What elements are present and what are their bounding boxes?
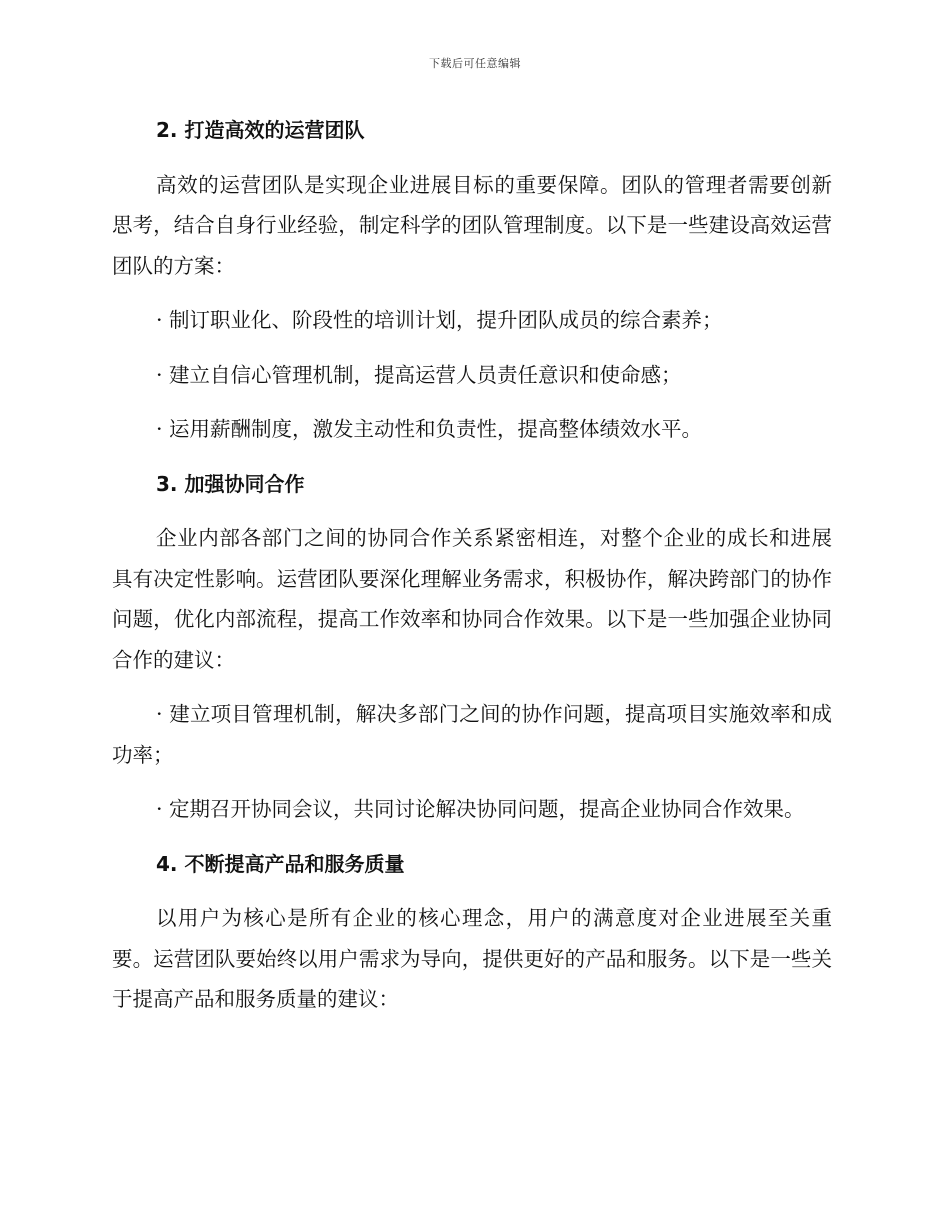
- bullet-item: · 建立项目管理机制，解决多部门之间的协作问题，提高项目实施效率和成功率；: [112, 702, 832, 767]
- bullet-item: · 制订职业化、阶段性的培训计划，提升团队成员的综合素养；: [156, 308, 723, 332]
- document-body: [112, 110, 832, 1034]
- bullet-item: · 运用薪酬制度，激发主动性和负责性，提高整体绩效水平。: [156, 417, 703, 441]
- section-4: [112, 844, 832, 1020]
- section-paragraph: 高效的运营团队是实现企业进展目标的重要保障。团队的管理者需要创新思考，结合自身行业经验，制定科学的团队管理制度。以下是一些建设高效运营团队的方案：: [112, 172, 832, 278]
- section-paragraph: 企业内部各部门之间的协同合作关系紧密相连，对整个企业的成长和进展具有决定性影响。运营团队要深化理解业务需求，积极协作，解决跨部门的协作问题，优化内部流程，提高工作效率和协同合作效果。以下是一些加强企业协同合作的建议：: [112, 526, 832, 672]
- bullet-item: · 建立自信心管理机制，提高运营人员责任意识和使命感；: [156, 362, 682, 387]
- section-3: [112, 464, 832, 830]
- section-paragraph: 以用户为核心是所有企业的核心理念，用户的满意度对企业进展至关重要。运营团队要始终以用户需求为导向，提供更好的产品和服务。以下是一些关于提高产品和服务质量的建议：: [112, 906, 832, 1011]
- page-header: 下载后可任意编辑: [429, 57, 521, 70]
- section-heading: 3. 加强协同合作: [156, 471, 305, 496]
- bullet-item: · 定期召开协同会议，共同讨论解决协同问题，提高企业协同合作效果。: [156, 797, 805, 821]
- section-heading: 4. 不断提高产品和服务质量: [156, 851, 405, 876]
- section-2: [112, 110, 832, 450]
- section-heading: 2. 打造高效的运营团队: [156, 118, 365, 142]
